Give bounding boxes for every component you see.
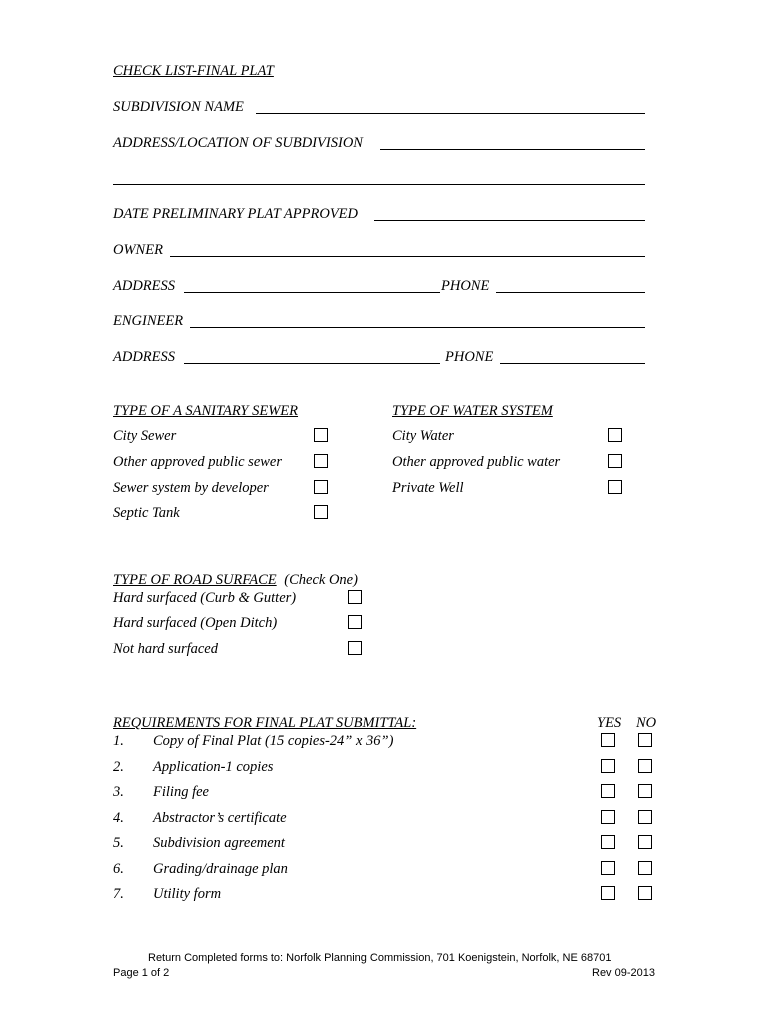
water-option-label: Other approved public water	[392, 454, 561, 470]
footer-page-number: Page 1 of 2	[113, 967, 170, 979]
requirements-heading: REQUIREMENTS FOR FINAL PLAT SUBMITTAL:	[113, 715, 417, 731]
sewer-option-checkbox[interactable]	[314, 480, 328, 494]
engineer-phone-label: PHONE	[445, 349, 494, 365]
requirement-no-checkbox[interactable]	[638, 861, 652, 875]
requirement-yes-checkbox[interactable]	[601, 784, 615, 798]
requirement-yes-checkbox[interactable]	[601, 733, 615, 747]
road-option-checkbox[interactable]	[348, 615, 362, 629]
engineer-address-field[interactable]	[184, 363, 440, 364]
address-location-label: ADDRESS/LOCATION OF SUBDIVISION	[113, 135, 363, 151]
water-option-label: City Water	[392, 428, 454, 444]
requirement-label: Application-1 copies	[153, 759, 274, 775]
requirement-no-checkbox[interactable]	[638, 835, 652, 849]
owner-field[interactable]	[170, 256, 645, 257]
engineer-field[interactable]	[190, 327, 645, 328]
road-option-checkbox[interactable]	[348, 590, 362, 604]
date-preliminary-label: DATE PRELIMINARY PLAT APPROVED	[113, 206, 359, 222]
road-heading: TYPE OF ROAD SURFACE	[113, 572, 277, 588]
requirement-yes-checkbox[interactable]	[601, 759, 615, 773]
requirement-label: Copy of Final Plat (15 copies-24” x 36”)	[153, 733, 394, 749]
yes-column-label: YES	[597, 715, 622, 731]
footer-return-text: Return Completed forms to: Norfolk Planning Commission, 701 Koenigstein, Norfolk, NE 68701	[148, 952, 612, 964]
road-option-label: Hard surfaced (Curb & Gutter)	[113, 590, 297, 606]
engineer-address-label: ADDRESS	[113, 349, 176, 365]
requirement-yes-checkbox[interactable]	[601, 886, 615, 900]
owner-phone-label: PHONE	[441, 278, 490, 294]
road-option-checkbox[interactable]	[348, 641, 362, 655]
road-heading-row	[113, 572, 358, 588]
requirement-label: Utility form	[153, 886, 222, 902]
requirement-number: 5.	[113, 835, 124, 851]
requirement-label: Filing fee	[153, 784, 209, 800]
subdivision-name-label: SUBDIVISION NAME	[113, 99, 244, 115]
sewer-option-checkbox[interactable]	[314, 454, 328, 468]
requirement-label: Grading/drainage plan	[153, 861, 288, 877]
sewer-option-checkbox[interactable]	[314, 505, 328, 519]
requirement-no-checkbox[interactable]	[638, 733, 652, 747]
requirement-yes-checkbox[interactable]	[601, 835, 615, 849]
road-option-label: Not hard surfaced	[113, 641, 218, 657]
address-location-field[interactable]	[380, 149, 645, 150]
water-option-checkbox[interactable]	[608, 454, 622, 468]
sewer-option-label: Septic Tank	[113, 505, 180, 521]
requirement-yes-checkbox[interactable]	[601, 861, 615, 875]
engineer-label: ENGINEER	[113, 313, 184, 329]
address-location-field-line2[interactable]	[113, 184, 645, 185]
engineer-phone-field[interactable]	[500, 363, 645, 364]
no-column-label: NO	[636, 715, 657, 731]
road-option-label: Hard surfaced (Open Ditch)	[113, 615, 278, 631]
requirement-number: 1.	[113, 733, 124, 749]
requirement-no-checkbox[interactable]	[638, 886, 652, 900]
sewer-heading: TYPE OF A SANITARY SEWER	[113, 403, 299, 419]
owner-label: OWNER	[113, 242, 163, 258]
requirement-number: 6.	[113, 861, 124, 877]
subdivision-name-field[interactable]	[256, 113, 645, 114]
requirement-yes-checkbox[interactable]	[601, 810, 615, 824]
sewer-option-label: City Sewer	[113, 428, 177, 444]
sewer-option-label: Sewer system by developer	[113, 480, 269, 496]
water-option-checkbox[interactable]	[608, 428, 622, 442]
water-option-checkbox[interactable]	[608, 480, 622, 494]
requirement-number: 7.	[113, 886, 124, 902]
requirement-label: Subdivision agreement	[153, 835, 285, 851]
owner-phone-field[interactable]	[496, 292, 645, 293]
requirement-no-checkbox[interactable]	[638, 810, 652, 824]
water-option-label: Private Well	[392, 480, 464, 496]
sewer-option-checkbox[interactable]	[314, 428, 328, 442]
requirement-label: Abstractor’s certificate	[153, 810, 287, 826]
owner-address-label: ADDRESS	[113, 278, 176, 294]
requirement-no-checkbox[interactable]	[638, 784, 652, 798]
sewer-option-label: Other approved public sewer	[113, 454, 283, 470]
requirement-number: 4.	[113, 810, 124, 826]
road-note: (Check One)	[284, 572, 358, 588]
page-title: CHECK LIST-FINAL PLAT	[113, 63, 274, 79]
water-heading: TYPE OF WATER SYSTEM	[392, 403, 553, 419]
requirement-number: 3.	[113, 784, 124, 800]
date-preliminary-field[interactable]	[374, 220, 645, 221]
owner-address-field[interactable]	[184, 292, 440, 293]
requirement-number: 2.	[113, 759, 124, 775]
requirement-no-checkbox[interactable]	[638, 759, 652, 773]
footer-revision: Rev 09-2013	[592, 967, 655, 979]
